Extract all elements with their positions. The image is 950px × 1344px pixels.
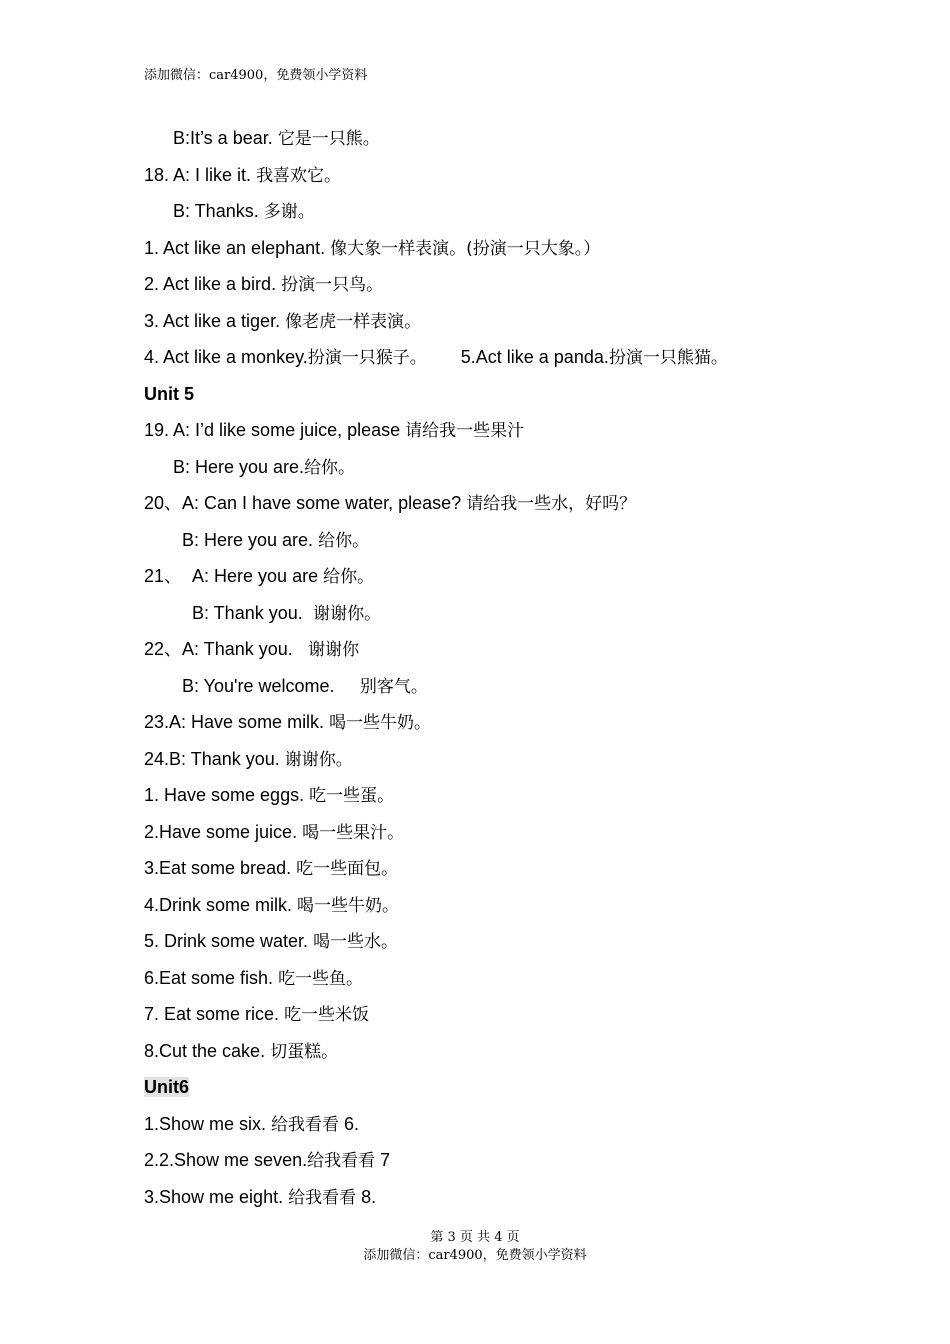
- chinese-text: 喝一些果汁。: [302, 822, 405, 843]
- english-text: 3.Eat some bread.: [144, 858, 297, 878]
- dialogue-line: [144, 595, 824, 632]
- phrase-line: [144, 923, 824, 960]
- dialogue-line: [144, 741, 824, 778]
- english-text: 21、 A: Here you are: [144, 566, 324, 586]
- chinese-text: 请给我一些果汁: [405, 421, 525, 441]
- dialogue-line: [144, 704, 824, 741]
- english-text: 4. Act like a monkey.: [144, 347, 308, 367]
- english-text: 2.Have some juice.: [144, 821, 303, 842]
- phrase-line: [144, 850, 824, 887]
- chinese-text: 吃一些鱼。: [278, 968, 364, 989]
- dialogue-line: [144, 558, 824, 595]
- english-text: 4.Drink some milk.: [144, 894, 298, 915]
- dialogue-line: [144, 631, 824, 668]
- english-text: 3.Show me eight.: [144, 1186, 289, 1207]
- chinese-text: 给你。: [323, 567, 375, 587]
- english-text: 5.Act like a panda.: [460, 347, 609, 367]
- chinese-text: 扮演一只猴子。: [307, 348, 427, 368]
- english-text: B: Thank you.: [192, 602, 308, 623]
- english-text: 19. A: I’d like some juice, please: [144, 420, 406, 440]
- chinese-text: 扮演一只熊猫。: [608, 348, 728, 368]
- dialogue-line: [144, 522, 824, 559]
- header-watermark: 添加微信：car4900，免费领小学资料: [144, 68, 368, 83]
- english-text: 22、A: Thank you.: [144, 639, 303, 659]
- english-text: 1.Show me six.: [144, 1113, 272, 1134]
- page-number: 第 3 页 共 4 页: [430, 1230, 520, 1245]
- chinese-text: 像大象一样表演。(扮演一只大象。）: [330, 238, 601, 259]
- chinese-text: 给我看看: [271, 1114, 340, 1135]
- chinese-text: 喝一些牛奶。: [329, 713, 432, 733]
- chinese-text: 谢谢你。: [307, 603, 382, 624]
- english-text: 23.A: Have some milk.: [144, 712, 330, 732]
- dialogue-line: [144, 485, 824, 522]
- english-text: 2. Act like a bird.: [144, 274, 282, 294]
- english-text: B: Here you are.: [182, 529, 319, 550]
- english-text: 18. A: I like it.: [144, 164, 257, 185]
- document-body: [144, 120, 824, 1215]
- english-text: 20、A: Can I have some water, please?: [144, 493, 467, 513]
- english-text: 2.2.Show me seven.: [144, 1150, 308, 1170]
- phrase-line: [144, 814, 824, 851]
- number-text: 8.: [356, 1186, 377, 1207]
- phrase-line: [144, 777, 824, 814]
- dialogue-line: [144, 157, 824, 194]
- phrase-line: [144, 339, 824, 376]
- english-text: 1. Act like an elephant.: [144, 237, 331, 258]
- dialogue-line: [144, 668, 824, 705]
- chinese-text: 切蛋糕。: [270, 1041, 339, 1062]
- chinese-text: 给我看看: [288, 1187, 357, 1208]
- dialogue-line: [144, 412, 824, 449]
- chinese-text: 吃一些米饭: [284, 1005, 370, 1025]
- chinese-text: 别客气。: [354, 676, 428, 697]
- english-text: 8.Cut the cake.: [144, 1040, 271, 1061]
- chinese-text: 吃一些面包。: [296, 859, 399, 879]
- chinese-text: 吃一些蛋。: [309, 786, 395, 806]
- chinese-text: 给你。: [318, 530, 370, 551]
- chinese-text: 谢谢你。: [284, 749, 353, 770]
- english-text: 6.Eat some fish.: [144, 967, 279, 988]
- chinese-text: 喝一些水。: [313, 932, 399, 952]
- phrase-line: [144, 1179, 824, 1216]
- chinese-text: 扮演一只鸟。: [281, 275, 384, 295]
- english-text: B: You're welcome.: [182, 675, 355, 696]
- english-text: 24.B: Thank you.: [144, 748, 285, 769]
- chinese-text: 它是一只熊。: [277, 129, 380, 149]
- english-text: 5. Drink some water.: [144, 931, 314, 951]
- dialogue-line: [144, 449, 824, 486]
- dialogue-line: [144, 120, 824, 157]
- unit-heading: Unit6: [144, 1077, 189, 1097]
- chinese-text: 像老虎一样表演。: [285, 311, 422, 332]
- phrase-line: [144, 960, 824, 997]
- phrase-line: [144, 303, 824, 340]
- english-text: B:It’s a bear.: [173, 128, 278, 148]
- phrase-line: [144, 887, 824, 924]
- english-text: 1. Have some eggs.: [144, 785, 310, 805]
- chinese-text: 请给我一些水，好吗？: [466, 494, 637, 514]
- english-text: B: Here you are.: [173, 456, 305, 477]
- chinese-text: 喝一些牛奶。: [297, 895, 400, 916]
- unit-heading: Unit 5: [144, 383, 195, 404]
- phrase-line: [144, 996, 824, 1033]
- english-text: 3. Act like a tiger.: [144, 310, 286, 331]
- chinese-text: 给你。: [304, 457, 356, 478]
- english-text: 7. Eat some rice.: [144, 1004, 285, 1024]
- phrase-line: [144, 1106, 824, 1143]
- phrase-line: [144, 1033, 824, 1070]
- phrase-line: [144, 266, 824, 303]
- chinese-text: 谢谢你: [302, 640, 360, 660]
- footer-watermark: 添加微信：car4900，免费领小学资料: [363, 1248, 587, 1263]
- number-text: 7: [375, 1150, 391, 1170]
- chinese-text: 给我看看: [307, 1151, 376, 1171]
- number-text: 6.: [339, 1113, 360, 1134]
- english-text: B: Thanks.: [173, 201, 264, 221]
- phrase-line: [144, 1142, 824, 1179]
- phrase-line: [144, 230, 824, 267]
- chinese-text: 多谢。: [263, 202, 315, 222]
- dialogue-line: [144, 193, 824, 230]
- chinese-text: 我喜欢它。: [256, 165, 342, 186]
